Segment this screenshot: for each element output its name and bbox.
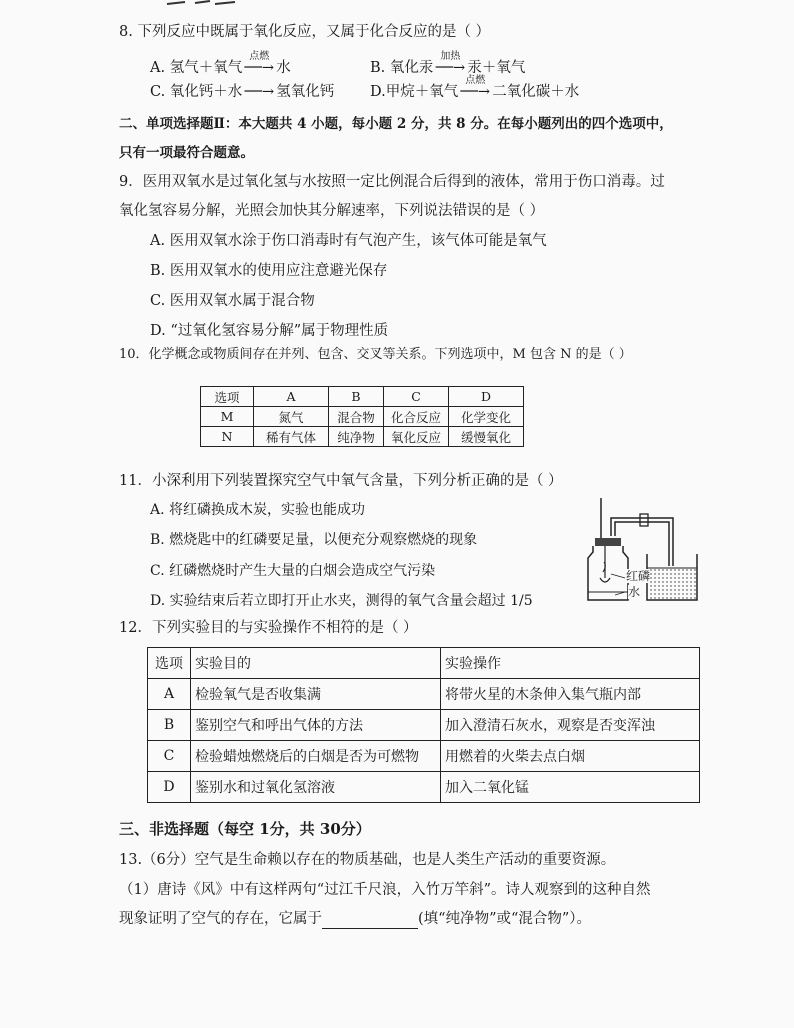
table-cell: 选项 xyxy=(148,648,191,679)
table-cell: 实验目的 xyxy=(191,648,441,679)
table-cell: 用燃着的火柴去点白烟 xyxy=(441,741,700,772)
q11-option-a[interactable]: A. 将红磷换成木炭，实验也能成功 xyxy=(150,502,366,518)
table-cell: 缓慢氧化 xyxy=(449,427,524,447)
q11-stem: 11．小深利用下列装置探究空气中氧气含量，下列分析正确的是（ ） xyxy=(119,473,563,489)
table-cell: B xyxy=(148,710,191,741)
table-cell: D xyxy=(449,387,524,407)
q10-stem: 10．化学概念或物质间存在并列、包含、交叉等关系。下列选项中，M 包含 N 的是（ ） xyxy=(119,347,632,362)
table-cell: 氧化反应 xyxy=(384,427,449,447)
table-cell: D xyxy=(148,772,191,803)
q8-c-arrow: ──→ xyxy=(244,84,275,100)
q9-option-a[interactable]: A. 医用双氧水涂于伤口消毒时有气泡产生，该气体可能是氧气 xyxy=(150,233,547,249)
table-cell: 鉴别水和过氧化氢溶液 xyxy=(191,772,441,803)
table-cell: C xyxy=(148,741,191,772)
q13-sub1-line2 xyxy=(119,909,591,929)
q12-stem: 12．下列实验目的与实验操作不相符的是（ ） xyxy=(119,620,418,636)
table-cell: 检验氧气是否收集满 xyxy=(191,679,441,710)
table-cell: 加入二氧化锰 xyxy=(441,772,700,803)
table-row xyxy=(148,710,700,741)
table-row xyxy=(148,741,700,772)
scan-edge-mark xyxy=(165,0,245,6)
table-cell: 选项 xyxy=(201,387,254,407)
q8-b-left: B. 氧化汞 xyxy=(370,60,434,76)
q9-option-b[interactable]: B. 医用双氧水的使用应注意避光保存 xyxy=(150,263,388,279)
q8-d-left: D.甲烷＋氧气 xyxy=(370,84,459,100)
q8-option-d[interactable] xyxy=(370,75,580,102)
q8-a-right: 水 xyxy=(276,60,291,76)
q10-table xyxy=(200,386,524,447)
answer-blank[interactable] xyxy=(322,914,418,929)
q9-option-c[interactable]: C. 医用双氧水属于混合物 xyxy=(150,293,315,309)
table-cell: M xyxy=(201,407,254,427)
table-row xyxy=(148,772,700,803)
table-cell: A xyxy=(254,387,329,407)
q8-option-b[interactable] xyxy=(370,51,526,78)
q13-stem: 13.（6分）空气是生命赖以存在的物质基础，也是人类生产活动的重要资源。 xyxy=(119,852,616,868)
figure-label-water: 水 xyxy=(628,585,641,599)
figure-label-red-phosphorus: 红磷 xyxy=(626,569,651,583)
table-cell: 化合反应 xyxy=(384,407,449,427)
q13-sub1-text-a: 现象证明了空气的存在，它属于 xyxy=(119,911,322,927)
table-cell: B xyxy=(329,387,384,407)
q8-c-right: 氢氧化钙 xyxy=(276,84,335,100)
q8-a-arrow: 点燃 ──→ xyxy=(244,51,274,76)
table-row xyxy=(201,387,524,407)
q8-option-a[interactable] xyxy=(150,51,291,78)
table-cell: C xyxy=(384,387,449,407)
q13-sub1-line1: （1）唐诗《风》中有这样两句“过江千尺浪，入竹万竿斜”。诗人观察到的这种自然 xyxy=(119,882,651,898)
table-cell: 检验蜡烛燃烧后的白烟是否为可燃物 xyxy=(191,741,441,772)
q11-option-d[interactable]: D. 实验结束后若立即打开止水夹，测得的氧气含量会超过 1/5 xyxy=(150,593,533,609)
q12-table xyxy=(147,647,700,803)
q9-stem-line1: 9．医用双氧水是过氧化氢与水按照一定比例混合后得到的液体，常用于伤口消毒。过 xyxy=(119,174,665,190)
table-cell: 稀有气体 xyxy=(254,427,329,447)
table-cell: 将带火星的木条伸入集气瓶内部 xyxy=(441,679,700,710)
q8-d-arrow: 点燃 ──→ xyxy=(460,75,491,100)
q13-sub1-text-b: (填“纯净物”或“混合物”）。 xyxy=(418,911,592,927)
section3-heading: 三、非选择题（每空 1分，共 30分） xyxy=(119,820,371,838)
q8-c-left: C. 氧化钙＋水 xyxy=(150,84,243,100)
table-row xyxy=(148,679,700,710)
table-cell: N xyxy=(201,427,254,447)
q8-b-arrow: 加热 ──→ xyxy=(435,51,466,76)
table-cell: 混合物 xyxy=(329,407,384,427)
table-cell: 氮气 xyxy=(254,407,329,427)
apparatus-figure xyxy=(585,496,700,606)
table-row xyxy=(201,427,524,447)
q8-a-left: A. 氢气＋氧气 xyxy=(150,60,243,76)
table-row xyxy=(148,648,700,679)
table-cell: 实验操作 xyxy=(441,648,700,679)
q11-option-b[interactable]: B. 燃烧匙中的红磷要足量，以便充分观察燃烧的现象 xyxy=(150,532,478,548)
table-cell: 纯净物 xyxy=(329,427,384,447)
q8-stem: 8. 下列反应中既属于氧化反应，又属于化合反应的是（ ） xyxy=(119,24,491,40)
table-cell: 化学变化 xyxy=(449,407,524,427)
table-cell: 加入澄清石灰水，观察是否变浑浊 xyxy=(441,710,700,741)
q8-b-right: 汞＋氧气 xyxy=(467,60,526,76)
q11-option-c[interactable]: C. 红磷燃烧时产生大量的白烟会造成空气污染 xyxy=(150,563,436,579)
q9-stem-line2: 氧化氢容易分解，光照会加快其分解速率，下列说法错误的是（ ） xyxy=(119,203,545,219)
q8-d-right: 二氧化碳＋水 xyxy=(492,84,580,100)
q8-option-c[interactable] xyxy=(150,82,334,102)
section2-heading-line2: 只有一项最符合题意。 xyxy=(119,145,254,161)
table-cell: 鉴别空气和呼出气体的方法 xyxy=(191,710,441,741)
table-cell: A xyxy=(148,679,191,710)
section2-heading-line1: 二、单项选择题Ⅱ：本大题共 4 小题，每小题 2 分，共 8 分。在每小题列出的四个选项中， xyxy=(119,116,673,132)
q9-option-d[interactable]: D. “过氧化氢容易分解”属于物理性质 xyxy=(150,323,389,339)
table-row xyxy=(201,407,524,427)
